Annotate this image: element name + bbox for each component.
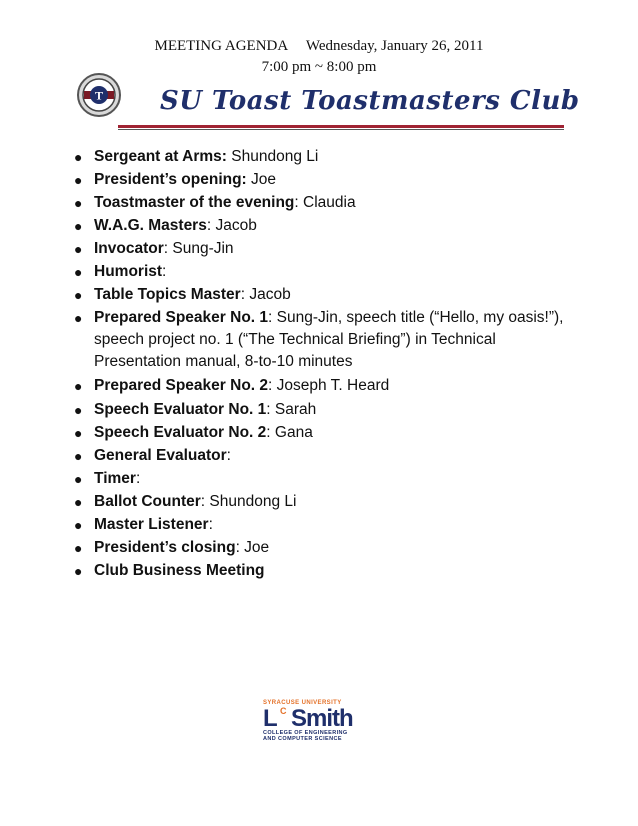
bullet-icon: ● xyxy=(74,540,83,556)
bullet-icon: ● xyxy=(74,402,83,418)
agenda-value: : Sarah xyxy=(266,401,317,418)
bullet-icon: ● xyxy=(74,195,83,211)
lcsmith-college-logo xyxy=(263,700,395,742)
meeting-time: 7:00 pm ~ 8:00 pm xyxy=(261,59,377,75)
agenda-value: : xyxy=(226,447,231,464)
logo-smith-text: Smith xyxy=(291,705,353,732)
agenda-role: Table Topics Master xyxy=(94,286,241,303)
logo-college-text: COLLEGE OF ENGINEERING xyxy=(263,730,348,736)
bullet-icon: ● xyxy=(74,563,83,579)
agenda-item xyxy=(0,215,638,237)
agenda-value: : Claudia xyxy=(294,194,356,211)
agenda-list xyxy=(0,146,638,583)
agenda-role: Ballot Counter xyxy=(94,493,201,510)
bullet-icon: ● xyxy=(74,517,83,533)
toastmasters-emblem-icon xyxy=(76,72,122,118)
bullet-icon: ● xyxy=(74,287,83,303)
logo-letter-c: C xyxy=(280,706,287,716)
agenda-value: : Joe xyxy=(235,539,270,556)
agenda-item xyxy=(0,514,638,536)
bullet-icon: ● xyxy=(74,448,83,464)
agenda-role: Master Listener xyxy=(94,516,209,533)
agenda-item xyxy=(0,192,638,214)
agenda-item xyxy=(0,284,638,306)
bullet-icon: ● xyxy=(74,218,83,234)
agenda-item xyxy=(0,491,638,513)
agenda-role: Invocator xyxy=(94,240,164,257)
agenda-role: Prepared Speaker No. 1 xyxy=(94,309,269,326)
logo-university-text: SYRACUSE UNIVERSITY xyxy=(263,700,342,706)
agenda-value: : xyxy=(135,470,141,487)
agenda-role: Timer xyxy=(94,470,136,487)
agenda-role: President’s closing xyxy=(94,539,236,556)
agenda-item xyxy=(0,445,638,467)
agenda-role: Sergeant at Arms: xyxy=(94,148,227,165)
title-divider xyxy=(118,125,564,128)
agenda-role: Toastmaster of the evening xyxy=(94,194,295,211)
agenda-item xyxy=(0,537,638,559)
title-divider-thin xyxy=(118,129,564,130)
agenda-item xyxy=(0,399,638,421)
agenda-role: Speech Evaluator No. 1 xyxy=(94,401,267,418)
bullet-icon: ● xyxy=(74,241,83,257)
agenda-value: : Sung-Jin, speech title (“Hello, my oasis!”), speech project no. 1 (“The Technical Briefing”) in Technical Presentation manual, 8-to-10 minutes xyxy=(94,309,564,370)
club-title: SU Toast Toastmasters Club xyxy=(160,86,580,116)
agenda-item xyxy=(0,422,638,444)
agenda-value: : Sung-Jin xyxy=(163,240,234,257)
agenda-item xyxy=(0,468,638,490)
agenda-item xyxy=(0,307,638,373)
bullet-icon: ● xyxy=(74,494,83,510)
bullet-icon: ● xyxy=(74,471,83,487)
svg-text:T: T xyxy=(94,88,104,103)
agenda-value: : Jacob xyxy=(206,217,257,234)
bullet-icon: ● xyxy=(74,149,83,165)
bullet-icon: ● xyxy=(74,425,83,441)
agenda-item xyxy=(0,169,638,191)
agenda-value: : xyxy=(208,516,213,533)
logo-department-text: AND COMPUTER SCIENCE xyxy=(263,736,342,742)
agenda-item xyxy=(0,375,638,397)
agenda-value: : Joseph T. Heard xyxy=(268,377,390,394)
logo-letter-l: L xyxy=(263,705,277,732)
agenda-role: Humorist xyxy=(94,263,163,280)
bullet-icon: ● xyxy=(74,310,83,326)
agenda-role: Club Business Meeting xyxy=(94,562,265,579)
agenda-value: : Shundong Li xyxy=(200,493,297,510)
agenda-value: : Gana xyxy=(266,424,313,441)
bullet-icon: ● xyxy=(74,172,83,188)
agenda-role: General Evaluator xyxy=(94,447,227,464)
agenda-role: President’s opening: xyxy=(94,171,247,188)
agenda-value: Shundong Li xyxy=(226,148,319,165)
bullet-icon: ● xyxy=(74,378,83,394)
agenda-item xyxy=(0,261,638,283)
meeting-header-date: MEETING AGENDA Wednesday, January 26, 2011 xyxy=(154,38,484,54)
agenda-role: Speech Evaluator No. 2 xyxy=(94,424,267,441)
agenda-role: Prepared Speaker No. 2 xyxy=(94,377,269,394)
agenda-value: : Jacob xyxy=(240,286,291,303)
agenda-item xyxy=(0,560,638,582)
bullet-icon: ● xyxy=(74,264,83,280)
agenda-value: : xyxy=(162,263,167,280)
agenda-item xyxy=(0,238,638,260)
agenda-value: Joe xyxy=(246,171,277,188)
agenda-role: W.A.G. Masters xyxy=(94,217,207,234)
agenda-item xyxy=(0,146,638,168)
